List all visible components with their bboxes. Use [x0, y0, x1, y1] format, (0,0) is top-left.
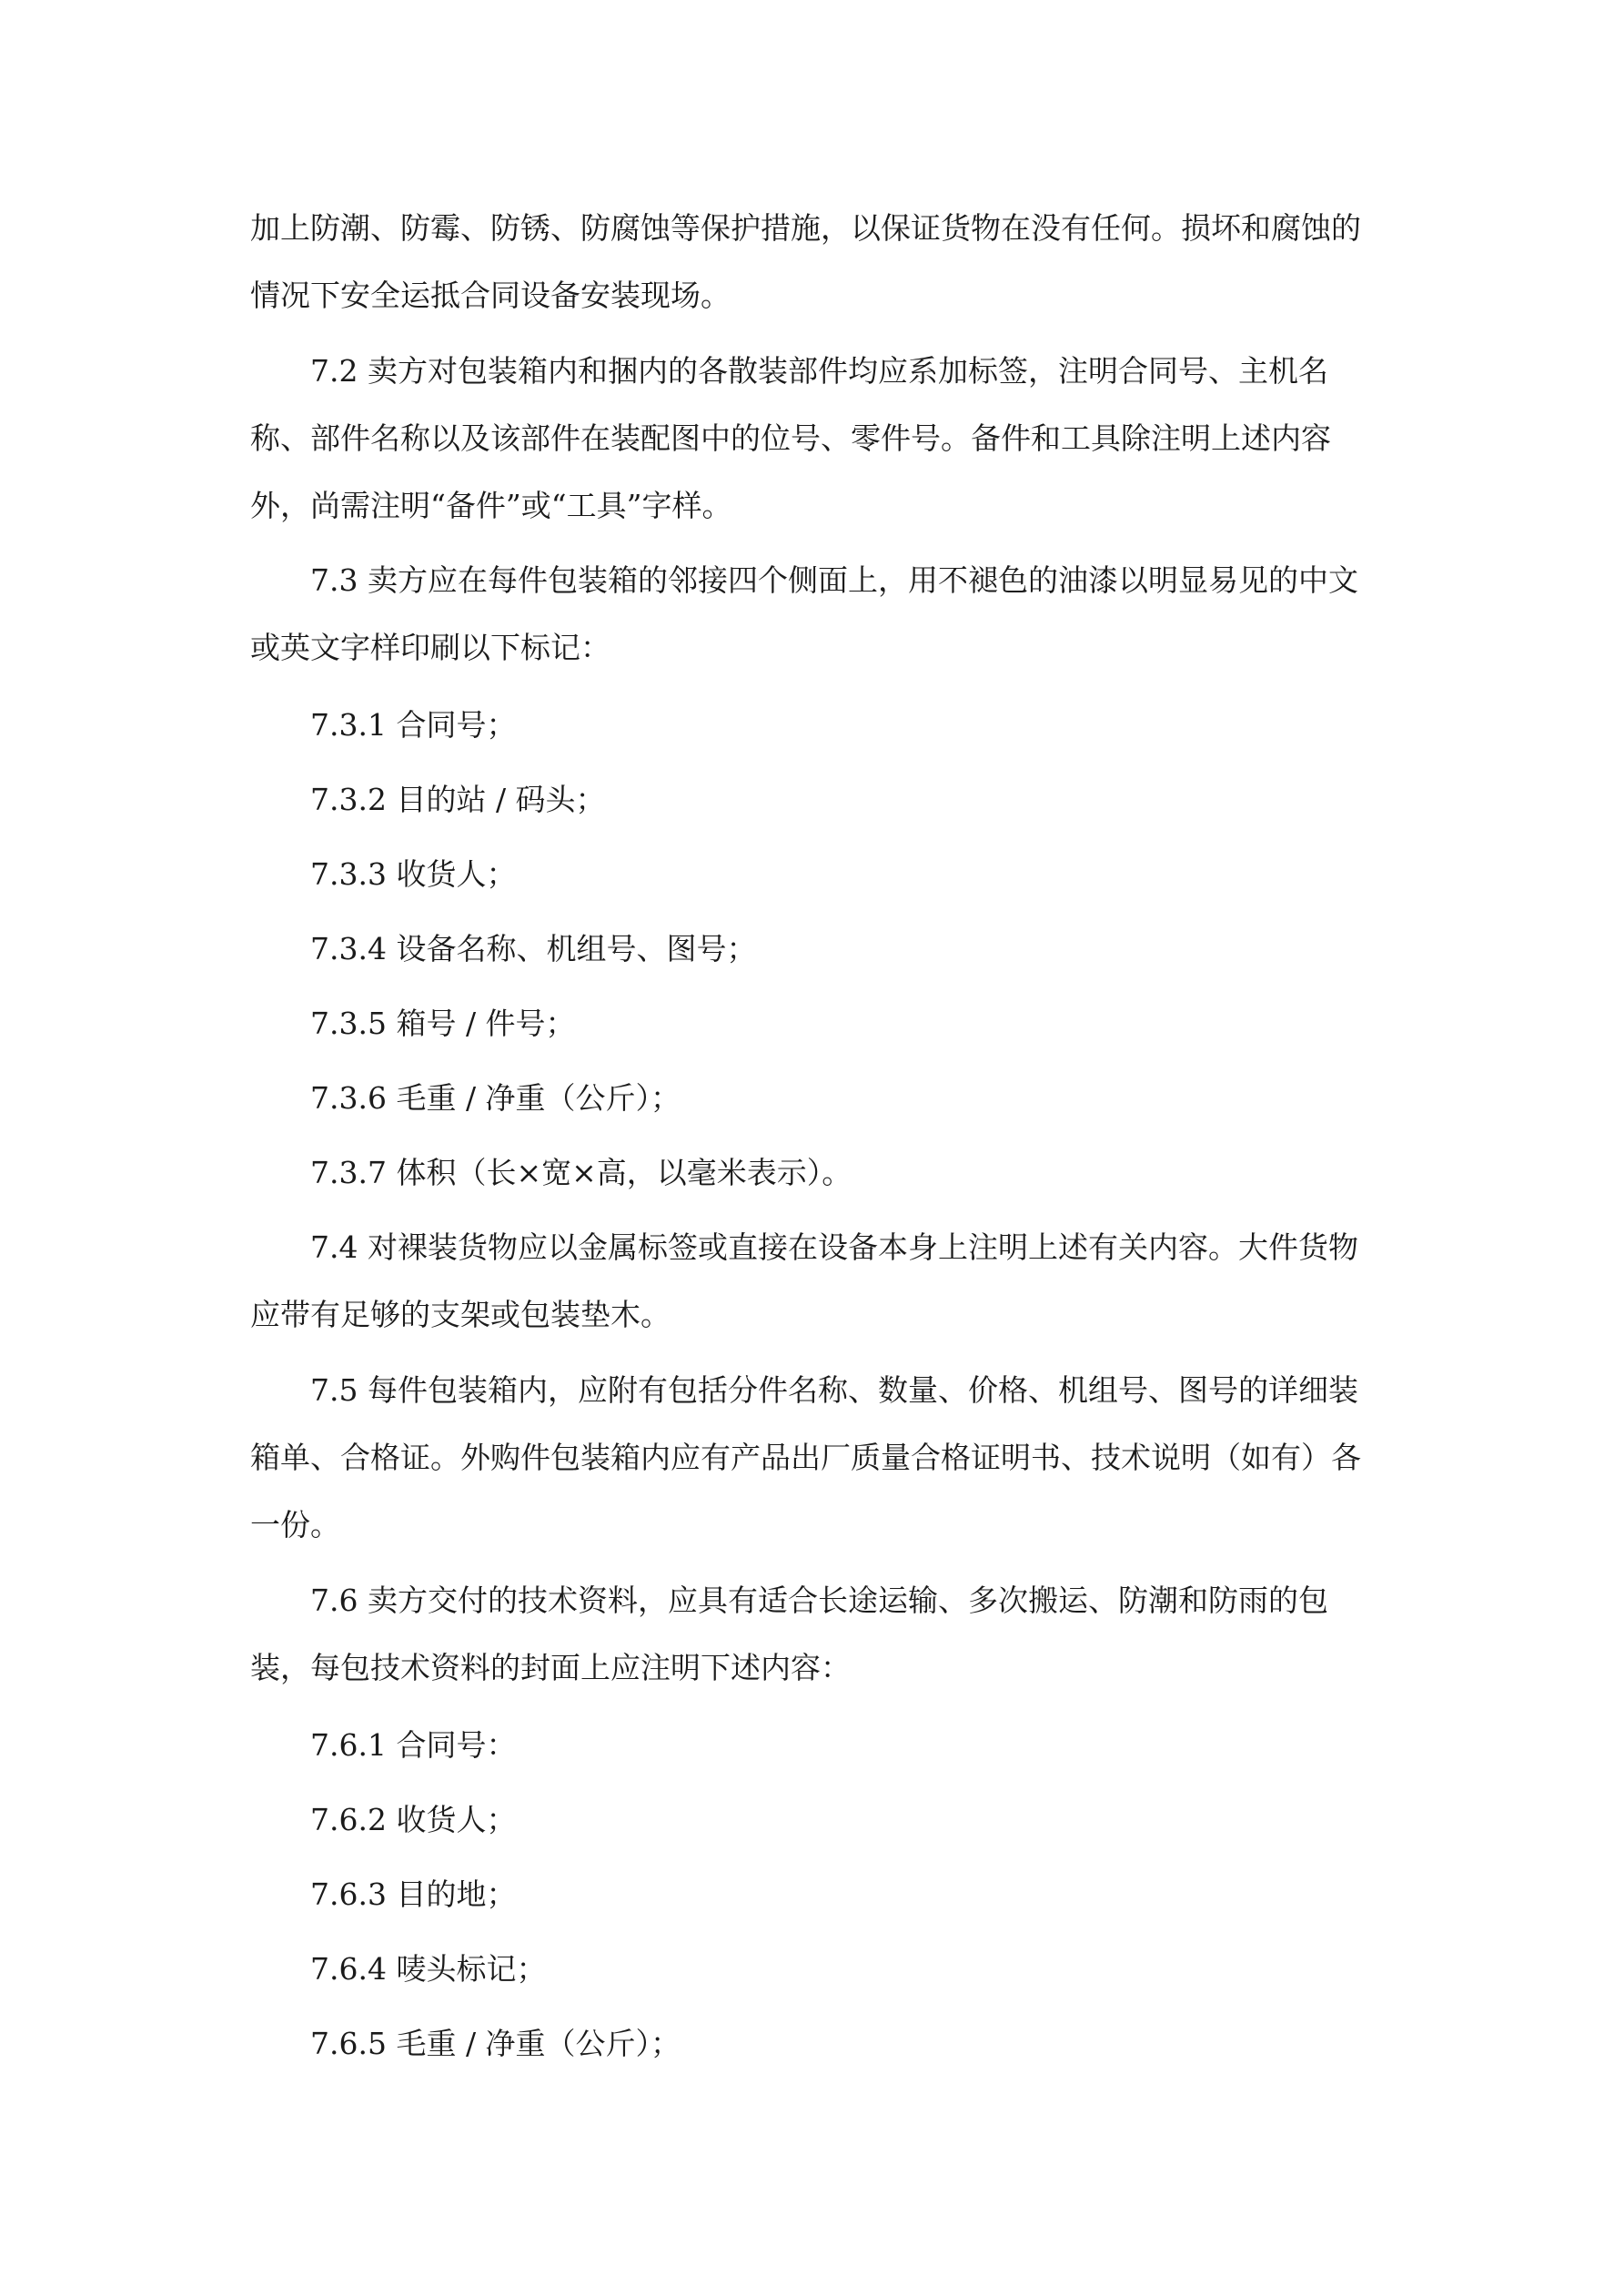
list-item-7-6-1: 7.6.1 合同号： [310, 1727, 517, 1763]
list-item-7-3-5: 7.3.5 箱号 / 件号； [310, 1006, 576, 1041]
list-item-7-3-6: 7.3.6 毛重 / 净重（公斤）； [310, 1080, 681, 1116]
paragraph-7-4: 7.4 对裸装货物应以金属标签或直接在设备本身上注明上述有关内容。大件货物应带有足够的支架或包装垫木。 [250, 1229, 1358, 1332]
paragraph-7-5: 7.5 每件包装箱内，应附有包括分件名称、数量、价格、机组号、图号的详细装箱单、合格证。外购件包装箱内应有产品出厂质量合格证明书、技术说明（如有）各一份。 [250, 1372, 1361, 1542]
list-item-7-6-5: 7.6.5 毛重 / 净重（公斤）； [310, 2026, 681, 2061]
list-item-7-3-7: 7.3.7 体积（长×宽×高，以毫米表示）。 [310, 1155, 852, 1190]
paragraph-7-6: 7.6 卖方交付的技术资料，应具有适合长途运输、多次搬运、防潮和防雨的包装，每包技术资料的封面上应注明下述内容： [250, 1583, 1328, 1685]
list-item-7-6-3: 7.6.3 目的地； [310, 1876, 517, 1912]
list-item-7-6-4: 7.6.4 唛头标记； [310, 1951, 547, 1987]
paragraph-7-2: 7.2 卖方对包装箱内和捆内的各散装部件均应系加标签，注明合同号、主机名称、部件名称以及该部件在装配图中的位号、零件号。备件和工具除注明上述内容外，尚需注明“备件”或“工具”字样。 [250, 353, 1331, 523]
paragraph-packing-protection: 加上防潮、防霉、防锈、防腐蚀等保护措施，以保证货物在没有任何。损坏和腐蚀的情况下安全运抵合同设备安装现场。 [250, 210, 1361, 313]
list-item-7-3-2: 7.3.2 目的站 / 码头； [310, 782, 606, 817]
list-item-7-3-4: 7.3.4 设备名称、机组号、图号； [310, 931, 757, 966]
paragraph-7-3: 7.3 卖方应在每件包装箱的邻接四个侧面上，用不褪色的油漆以明显易见的中文或英文字样印刷以下标记： [250, 562, 1358, 665]
list-item-7-3-1: 7.3.1 合同号； [310, 707, 517, 743]
list-item-7-6-2: 7.6.2 收货人； [310, 1802, 517, 1837]
list-item-7-3-3: 7.3.3 收货人； [310, 856, 517, 892]
